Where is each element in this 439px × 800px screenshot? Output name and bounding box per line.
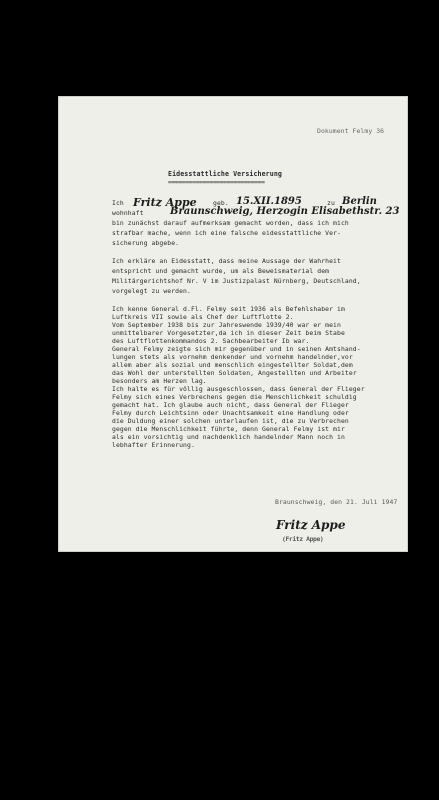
intro-ich: Ich: [112, 199, 124, 207]
place-and-date: Braunschweig, den 21. Juli 1947: [275, 498, 398, 506]
handwritten-signature: Fritz Appe: [276, 518, 346, 532]
title-underline: ============================: [168, 178, 265, 186]
intro-line: bin zunächst darauf aufmerksam gemacht worden, dass ich mich: [112, 219, 349, 227]
body-line: General Felmy zeigte sich mir gegenüber und in seinen Amtshand-: [112, 345, 361, 353]
body-line: gegen die Menschlichkeit führte, denn General Felmy ist mir: [112, 425, 345, 433]
intro-line: strafbar mache, wenn ich eine falsche eidesstattliche Ver-: [112, 229, 341, 237]
handwritten-birthdate: 15.XII.1895: [236, 196, 302, 207]
intro-wohnhaft: wohnhaft: [112, 209, 144, 217]
body-line: als ein vorsichtig und nachdenklich handelnder Mann noch in: [112, 433, 345, 441]
body-line: Felmy durch Leichtsinn oder Unachtsamkeit eine Handlung oder: [112, 409, 349, 417]
body-line: Vom September 1938 bis zur Jahreswende 1939/40 war er mein: [112, 321, 341, 329]
document-title: Eidesstattliche Versicherung: [168, 170, 282, 178]
body-line: des Luftflottenkommandos 2. Sachbearbeiter Ib war.: [112, 337, 310, 345]
body-line: Felmy sich eines Verbrechens gegen die Menschlichkeit schuldig: [112, 393, 357, 401]
body-line: Ich kenne General d.Fl. Felmy seit 1936 als Befehlshaber im: [112, 305, 345, 313]
body-line: unmittelbarer Vorgesetzter,da ich in dieser Zeit beim Stabe: [112, 329, 345, 337]
body-line: die Duldung einer solchen unterlaufen ist, die zu Verbrechen: [112, 417, 349, 425]
declaration-line: Militärgerichtshof Nr. V im Justizpalast Nürnberg, Deutschland,: [112, 277, 361, 285]
declaration-line: vorgelegt zu werden.: [112, 287, 191, 295]
handwritten-address: Braunschweig, Herzogin Elisabethstr. 23: [170, 206, 400, 217]
body-line: besonders am Herzen lag.: [112, 377, 207, 385]
body-line: lebhafter Erinnerung.: [112, 441, 195, 449]
intro-line: sicherung abgebe.: [112, 239, 180, 247]
typed-signature: (Fritz Appe): [282, 535, 324, 543]
intro-geb: geb.: [213, 199, 229, 207]
intro-zu: zu: [327, 199, 335, 207]
declaration-line: entspricht und gemacht wurde, um als Beweismaterial dem: [112, 267, 330, 275]
body-line: lungen stets als vornehm denkender und vornehm handelnder,vor: [112, 353, 353, 361]
body-line: Luftkreis VII sowie als Chef der Luftflotte 2.: [112, 313, 294, 321]
handwritten-birthplace: Berlin: [342, 196, 377, 207]
document-reference: Dokument Felmy 36: [317, 127, 385, 135]
handwritten-name: Fritz Appe: [133, 196, 197, 209]
body-line: das Wohl der unterstellten Soldaten, Angestellten und Arbeiter: [112, 369, 357, 377]
body-line: allem aber als sozial und menschlich eingestellter Soldat,dem: [112, 361, 353, 369]
body-line: Ich halte es für völlig ausgeschlossen, dass General der Flieger: [112, 385, 365, 393]
declaration-line: Ich erkläre an Eidesstatt, dass meine Aussage der Wahrheit: [112, 257, 341, 265]
body-line: gemacht hat. Ich glaube auch nicht, dass General der Flieger: [112, 401, 349, 409]
